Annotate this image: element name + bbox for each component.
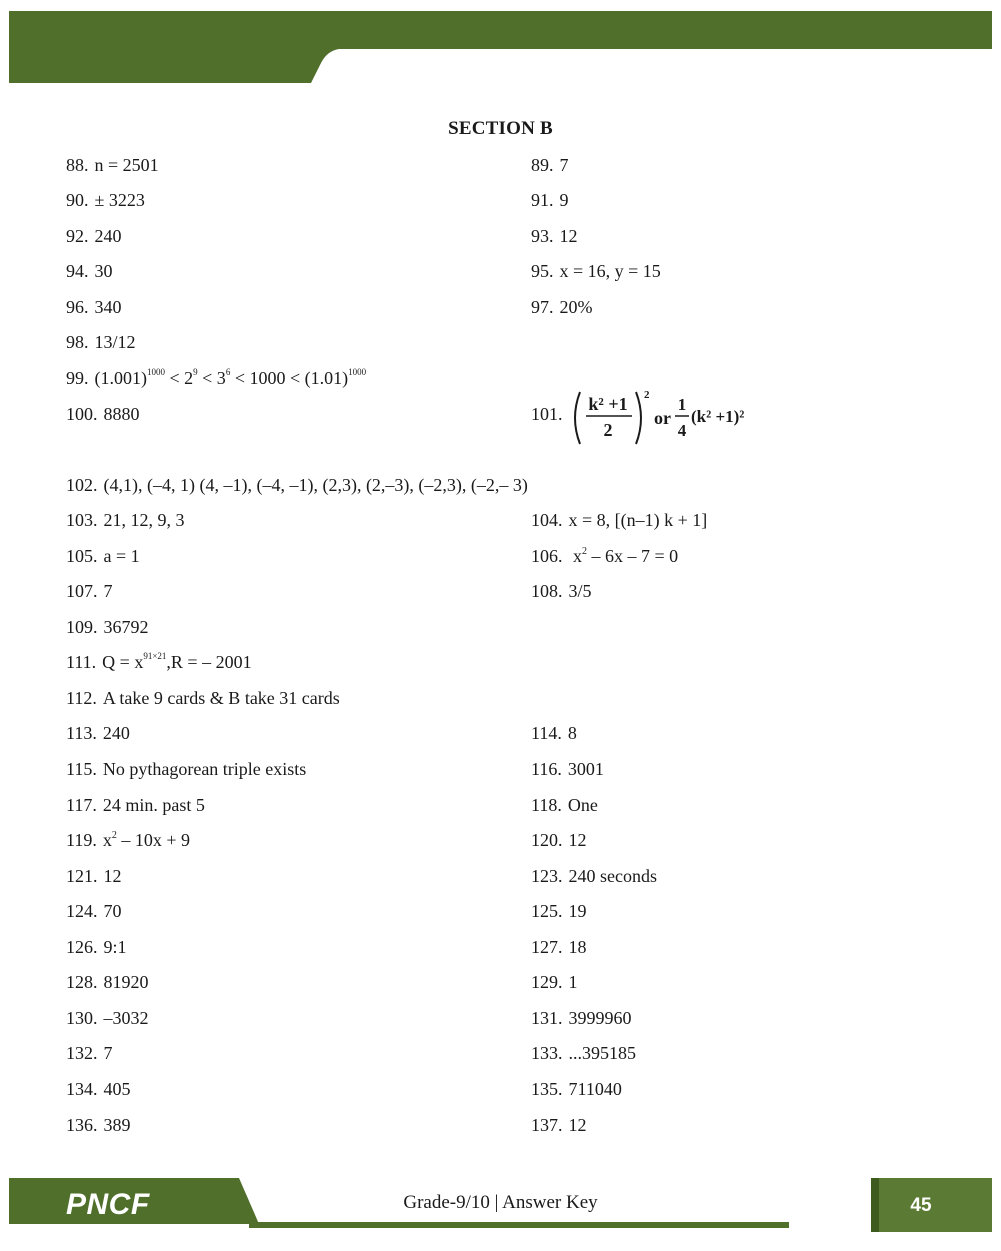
answer-text: 8 xyxy=(567,723,577,743)
answer-98 xyxy=(66,331,136,353)
answer-number: 115. xyxy=(66,759,97,779)
answer-text: 1 xyxy=(568,972,578,992)
answer-number: 104. xyxy=(531,510,563,530)
answer-number: 103. xyxy=(66,510,98,530)
answer-text: 20% xyxy=(559,297,593,317)
answer-number: 102. xyxy=(66,475,98,495)
answer-text: 7 xyxy=(103,1043,113,1063)
answer-number: 117. xyxy=(66,795,97,815)
or-word: or xyxy=(654,408,671,428)
answer-88 xyxy=(66,154,159,176)
answer-text-part: ,R = – 2001 xyxy=(166,652,252,672)
answer-text-part: (1.001) xyxy=(94,368,147,388)
answer-132 xyxy=(66,1042,113,1064)
answer-text: No pythagorean triple exists xyxy=(102,759,307,779)
answer-text: ...395185 xyxy=(568,1043,636,1063)
answer-number: 118. xyxy=(531,795,562,815)
answer-text: 12 xyxy=(568,830,587,850)
answer-text: x = 16, y = 15 xyxy=(559,261,661,281)
answer-text: 9 xyxy=(559,190,569,210)
answer-116 xyxy=(531,758,604,780)
answer-number: 99. xyxy=(66,368,89,388)
answer-number: 132. xyxy=(66,1043,98,1063)
answer-text: 8880 xyxy=(103,404,140,424)
answer-text: 3999960 xyxy=(568,1008,632,1028)
right-paren xyxy=(636,392,641,444)
answer-text: 240 xyxy=(94,226,122,246)
answer-text: One xyxy=(567,795,598,815)
answer-number: 134. xyxy=(66,1079,98,1099)
answer-number: 120. xyxy=(531,830,563,850)
footer-brand-logo: PNCF xyxy=(66,1188,150,1221)
answer-number: 136. xyxy=(66,1115,98,1135)
answer-text-part: < 3 xyxy=(197,368,226,388)
answer-112 xyxy=(66,687,340,709)
answer-number: 109. xyxy=(66,617,98,637)
answer-90 xyxy=(66,189,145,211)
answer-text-part: – 10x + 9 xyxy=(116,830,190,850)
answer-text-part: Q = x xyxy=(102,652,144,672)
answer-text: 3/5 xyxy=(568,581,592,601)
answer-137 xyxy=(531,1114,587,1136)
answer-91 xyxy=(531,189,569,211)
answer-number: 105. xyxy=(66,546,98,566)
answer-text: 13/12 xyxy=(94,332,136,352)
answer-number: 124. xyxy=(66,901,98,921)
answer-number: 133. xyxy=(531,1043,563,1063)
footer-rule xyxy=(249,1222,789,1228)
answer-text: 711040 xyxy=(568,1079,622,1099)
answer-text: 18 xyxy=(568,937,587,957)
answer-104 xyxy=(531,509,707,531)
superscript: 2 xyxy=(111,830,117,841)
answer-101-number xyxy=(531,403,569,425)
answer-text-part: – 6x – 7 = 0 xyxy=(587,546,679,566)
left-paren xyxy=(575,392,580,444)
answer-94 xyxy=(66,260,113,282)
answer-133 xyxy=(531,1042,636,1064)
answer-number: 130. xyxy=(66,1008,98,1028)
answer-number: 88. xyxy=(66,155,89,175)
answer-text: x = 8, [(n–1) k + 1] xyxy=(568,510,708,530)
answer-103 xyxy=(66,509,185,531)
answer-text: 30 xyxy=(94,261,113,281)
answer-number: 137. xyxy=(531,1115,563,1135)
answer-number: 92. xyxy=(66,226,89,246)
answer-text: 24 min. past 5 xyxy=(102,795,205,815)
answer-number: 114. xyxy=(531,723,562,743)
answer-92 xyxy=(66,225,122,247)
answer-text: –3032 xyxy=(103,1008,149,1028)
answer-text: 12 xyxy=(103,866,122,886)
answer-text: (4,1), (–4, 1) (4, –1), (–4, –1), (2,3), (2,–3), (–2,3), (–2,– 3) xyxy=(103,475,528,495)
answer-100 xyxy=(66,403,140,425)
answer-125 xyxy=(531,900,587,922)
answer-text: 12 xyxy=(559,226,578,246)
answer-number: 113. xyxy=(66,723,97,743)
answer-number: 106. xyxy=(531,546,563,566)
top-banner-shape xyxy=(9,11,992,83)
answer-126 xyxy=(66,936,127,958)
answer-text-part: x xyxy=(102,830,112,850)
top-banner xyxy=(9,11,992,83)
answer-text: 240 xyxy=(102,723,130,743)
superscript: 1000 xyxy=(348,367,367,377)
answer-number: 91. xyxy=(531,190,554,210)
answer-123 xyxy=(531,865,657,887)
answer-127 xyxy=(531,936,587,958)
answer-128 xyxy=(66,971,149,993)
answer-text: 19 xyxy=(568,901,587,921)
answer-text: 7 xyxy=(103,581,113,601)
answer-text: ± 3223 xyxy=(94,190,145,210)
superscript: 6 xyxy=(225,367,231,377)
answer-number: 95. xyxy=(531,261,554,281)
answer-text: 12 xyxy=(568,1115,587,1135)
answer-105 xyxy=(66,545,140,567)
answer-text: a = 1 xyxy=(103,546,140,566)
fraction-numerator: k² +1 xyxy=(588,394,628,414)
answer-number: 135. xyxy=(531,1079,563,1099)
answer-number: 127. xyxy=(531,937,563,957)
answer-115 xyxy=(66,758,306,780)
exponent: 2 xyxy=(644,389,650,401)
answer-text: 9:1 xyxy=(103,937,127,957)
small-fraction-denominator: 4 xyxy=(677,421,687,440)
superscript: 1000 xyxy=(147,367,165,377)
page-number: 45 xyxy=(910,1195,932,1216)
answer-106 xyxy=(531,545,678,567)
answer-number: 100. xyxy=(66,404,98,424)
answer-number: 112. xyxy=(66,688,97,708)
answer-text: A take 9 cards & B take 31 cards xyxy=(102,688,340,708)
answer-129 xyxy=(531,971,578,993)
answer-101-formula xyxy=(570,388,770,448)
answer-93 xyxy=(531,225,578,247)
answer-102 xyxy=(66,474,528,496)
answer-text-part: x xyxy=(568,546,582,566)
answer-135 xyxy=(531,1078,622,1100)
fraction-denominator: 2 xyxy=(603,420,613,440)
answer-number: 107. xyxy=(66,581,98,601)
answer-number: 96. xyxy=(66,297,89,317)
answer-131 xyxy=(531,1007,632,1029)
answer-number: 119. xyxy=(66,830,97,850)
answer-text: n = 2501 xyxy=(94,155,159,175)
answer-number: 129. xyxy=(531,972,563,992)
superscript: 9 xyxy=(193,367,198,377)
answer-114 xyxy=(531,722,577,744)
answer-111 xyxy=(66,651,252,673)
answer-number: 89. xyxy=(531,155,554,175)
answer-text: 405 xyxy=(103,1079,131,1099)
answer-text: 389 xyxy=(103,1115,131,1135)
answer-113 xyxy=(66,722,130,744)
answer-number: 116. xyxy=(531,759,562,779)
answer-text: 36792 xyxy=(103,617,149,637)
answer-117 xyxy=(66,794,205,816)
answer-95 xyxy=(531,260,661,282)
answer-number: 94. xyxy=(66,261,89,281)
superscript: 91×21 xyxy=(143,651,167,661)
answer-text: 70 xyxy=(103,901,122,921)
answer-text: 3001 xyxy=(567,759,604,779)
answer-121 xyxy=(66,865,122,887)
answer-130 xyxy=(66,1007,149,1029)
answer-89 xyxy=(531,154,569,176)
footer-title: Grade-9/10 | Answer Key xyxy=(403,1192,598,1213)
answer-108 xyxy=(531,580,592,602)
answer-97 xyxy=(531,296,593,318)
answer-text: 340 xyxy=(94,297,122,317)
answer-number: 101. xyxy=(531,404,563,424)
answer-text: 21, 12, 9, 3 xyxy=(103,510,185,530)
answer-number: 93. xyxy=(531,226,554,246)
answer-124 xyxy=(66,900,122,922)
answer-number: 121. xyxy=(66,866,98,886)
answer-134 xyxy=(66,1078,131,1100)
answer-text: 81920 xyxy=(103,972,149,992)
answer-number: 108. xyxy=(531,581,563,601)
answer-96 xyxy=(66,296,122,318)
answer-number: 123. xyxy=(531,866,563,886)
formula-tail: (k² +1)² xyxy=(691,407,745,426)
answer-number: 125. xyxy=(531,901,563,921)
section-title: SECTION B xyxy=(448,118,553,139)
answer-number: 98. xyxy=(66,332,89,352)
small-fraction-numerator: 1 xyxy=(677,395,687,414)
answer-number: 90. xyxy=(66,190,89,210)
answer-99 xyxy=(66,367,366,389)
answer-text-part: < 1000 < (1.01) xyxy=(230,368,349,388)
answer-number: 111. xyxy=(66,652,97,672)
answer-109 xyxy=(66,616,149,638)
answer-120 xyxy=(531,829,587,851)
answer-119 xyxy=(66,829,190,851)
answer-text: 240 seconds xyxy=(568,866,657,886)
answer-number: 126. xyxy=(66,937,98,957)
answer-number: 128. xyxy=(66,972,98,992)
answer-107 xyxy=(66,580,113,602)
answer-number: 97. xyxy=(531,297,554,317)
answer-number: 131. xyxy=(531,1008,563,1028)
answer-text: 7 xyxy=(559,155,569,175)
superscript: 2 xyxy=(582,546,587,557)
answer-118 xyxy=(531,794,598,816)
answer-text-part: < 2 xyxy=(165,368,194,388)
answer-136 xyxy=(66,1114,131,1136)
